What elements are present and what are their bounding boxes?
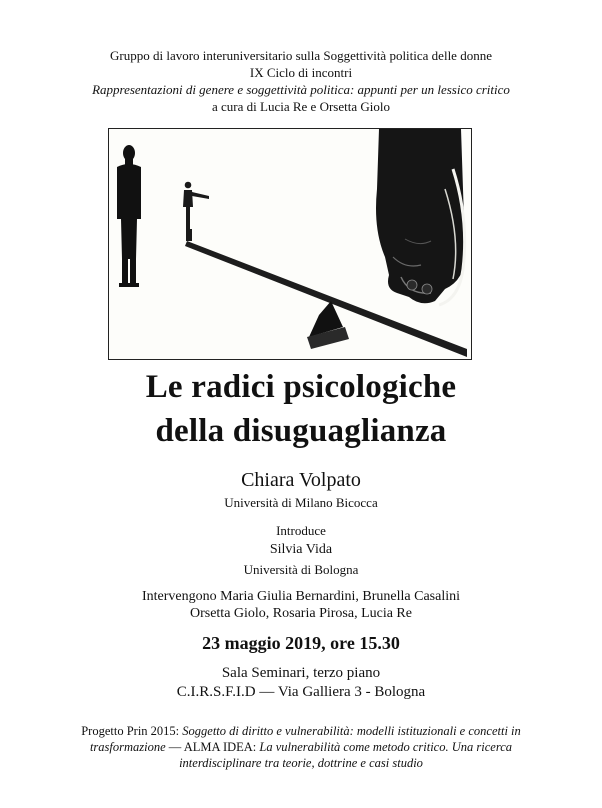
event-address: C.I.R.S.F.I.D — Via Galliera 3 - Bologna — [176, 684, 426, 700]
introducer-name: Silvia Vida — [269, 542, 333, 557]
footer-prin-title-end: trasformazione — [89, 740, 166, 754]
series-cycle-line: IX Ciclo di incontri — [249, 65, 353, 80]
panelists-line2: Orsetta Giolo, Rosaria Pirosa, Lucia Re — [189, 606, 412, 621]
footer-separator: — ALMA IDEA: — [165, 740, 257, 754]
footer-prefix: Progetto Prin 2015: — [81, 724, 180, 738]
footer-idea-title: La vulnerabilità come metodo critico. Una ricerca — [259, 740, 513, 754]
series-group-line: Gruppo di lavoro interuniversitario sulla Soggettività politica delle donne — [110, 48, 492, 63]
seesaw-illustration — [108, 128, 472, 360]
event-title-line1: Le radici psicologiche — [145, 369, 457, 405]
small-man-figure — [183, 182, 209, 241]
speaker-affiliation: Università di Milano Bicocca — [224, 495, 378, 510]
introducer-affiliation: Università di Bologna — [243, 562, 359, 577]
series-theme-line: Rappresentazioni di genere e soggettività politica: appunti per un lessico critico — [92, 82, 510, 97]
speaker-name: Chiara Volpato — [241, 469, 361, 491]
introducer-label: Introduce — [276, 523, 326, 538]
giant-hand-drawing — [376, 129, 465, 305]
footer-line2 — [0, 739, 602, 755]
footer-prin-title: Soggetto di diritto e vulnerabilità: modelli istituzionali e concetti in — [182, 724, 521, 738]
event-date: 23 maggio 2019, ore 15.30 — [202, 633, 400, 653]
panelists-line1: Intervengono Maria Giulia Bernardini, Brunella Casalini — [141, 589, 461, 604]
curators-line: a cura di Lucia Re e Orsetta Giolo — [212, 99, 390, 114]
large-man-silhouette — [117, 145, 141, 287]
footer-line3: interdisciplinare tra teorie, dottrine e casi studio — [179, 756, 423, 770]
event-room: Sala Seminari, terzo piano — [221, 665, 381, 681]
event-title-line2: della disuguaglianza — [155, 413, 447, 449]
footer-line1 — [0, 723, 602, 739]
